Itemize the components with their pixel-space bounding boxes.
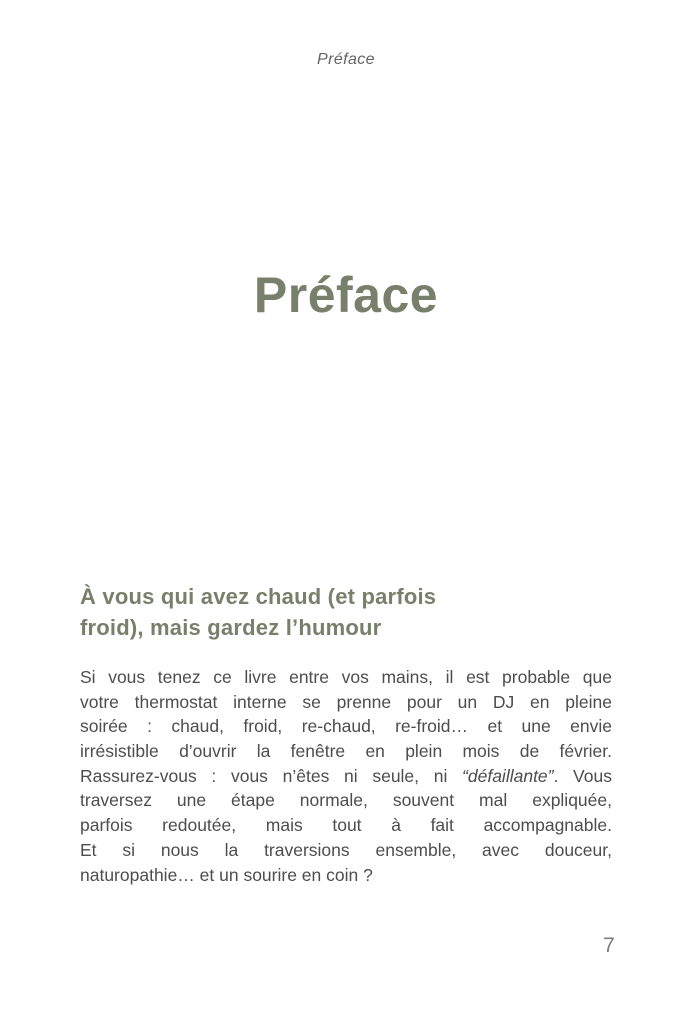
paragraph-line (80, 764, 612, 789)
paragraph-line: parfois redoutée, mais tout à fait accompagnable. (80, 815, 612, 836)
paragraph-line: Et si nous la traversions ensemble, avec douceur, (80, 839, 612, 860)
paragraph-italic-quote: “défaillante” (462, 765, 554, 786)
paragraph-text-after-italic: . Vous (553, 765, 612, 786)
paragraph-line: votre thermostat interne se prenne pour un DJ en pleine (80, 691, 612, 712)
section-heading-line-1: À vous qui avez chaud (et parfois (80, 584, 437, 609)
paragraph-line: irrésistible d’ouvrir la fenêtre en plein mois de février. (80, 741, 612, 762)
preface-paragraph (80, 665, 612, 887)
running-header: Préface (317, 51, 375, 68)
paragraph-line: soirée : chaud, froid, re-chaud, re-froid… et une envie (80, 716, 612, 737)
paragraph-line: naturopathie… et un sourire en coin ? (80, 864, 373, 885)
page-number: 7 (603, 934, 615, 957)
paragraph-line: traversez une étape normale, souvent mal expliquée, (80, 790, 612, 811)
section-heading (80, 581, 620, 643)
chapter-title: Préface (253, 267, 439, 323)
section-heading-line-2: froid), mais gardez l’humour (80, 615, 382, 640)
paragraph-text-before-italic: Rassurez-vous : vous n’êtes ni seule, ni (80, 765, 463, 786)
paragraph-line: Si vous tenez ce livre entre vos mains, il est probable que (80, 667, 612, 687)
